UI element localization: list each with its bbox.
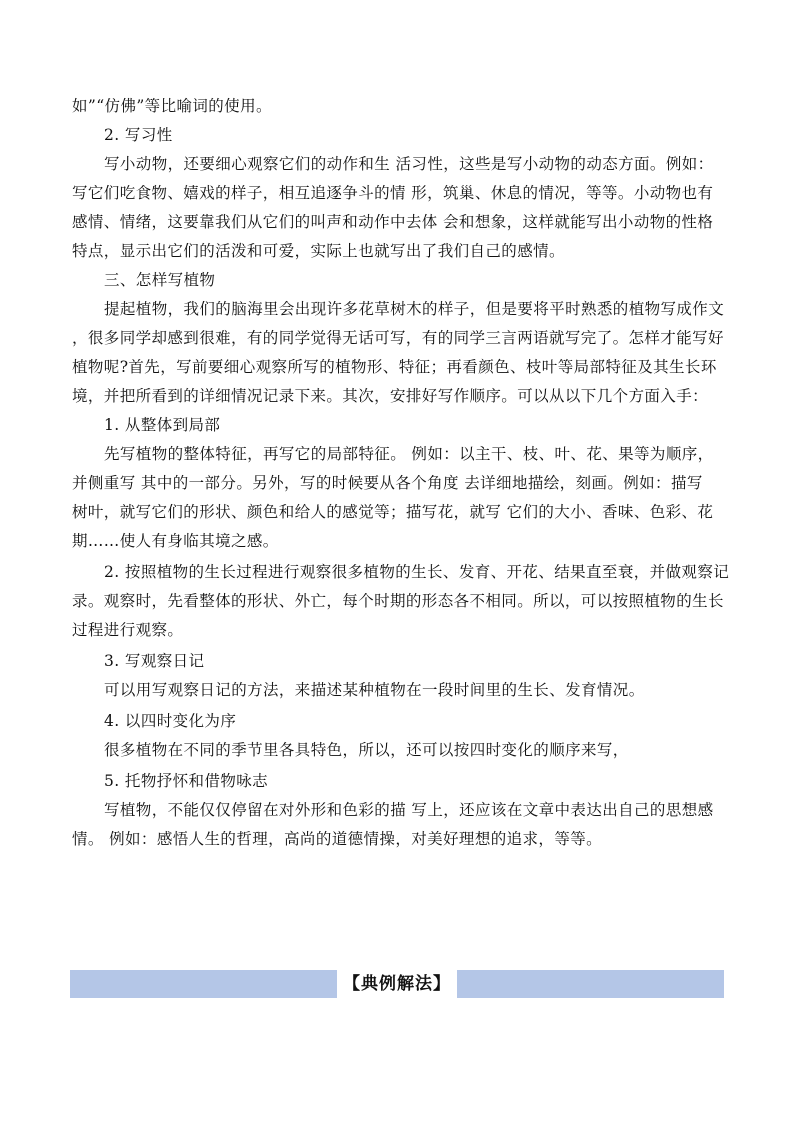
subheading-whole-to-part: 1. 从整体到局部	[104, 416, 221, 434]
paragraph-line: 特点，显示出它们的活泼和可爱，实际上也就写出了我们自己的感情。	[72, 242, 565, 260]
paragraph-line: 情。 例如：感悟人生的哲理，高尚的道德情操，对美好理想的追求，等等。	[72, 830, 603, 848]
subheading-habits: 2. 写习性	[104, 126, 173, 144]
section-heading-plants: 三、怎样写植物	[104, 271, 216, 289]
paragraph-line: 并侧重写 其中的一部分。另外，写的时候要从各个角度 去详细地描绘，刻画。例如：描写	[72, 474, 703, 492]
paragraph-line: 写小动物，还要细心观察它们的动作和生 活习性，这些是写小动物的动态方面。例如：	[104, 155, 714, 173]
paragraph-line: 录。观察时，先看整体的形状、外亡，每个时期的形态各不相同。所以，可以按照植物的生长	[72, 592, 724, 610]
paragraph-line: 过程进行观察。	[72, 621, 184, 639]
paragraph-line: 先写植物的整体特征，再写它的局部特征。 例如：以主干、枝、叶、花、果等为顺序，	[104, 445, 714, 463]
paragraph-line: 提起植物，我们的脑海里会出现许多花草树木的样子，但是要将平时熟悉的植物写成作文	[104, 300, 725, 318]
paragraph-line: 很多植物在不同的季节里各具特色，所以，还可以按四时变化的顺序来写，	[104, 741, 629, 759]
paragraph-line: 境，并把所看到的详细情况记录下来。其次，安排好写作顺序。可以从以下几个方面入手：	[72, 387, 709, 405]
paragraph-line: 感情、情绪，这要靠我们从它们的叫声和动作中去体 会和想象，这样就能写出小动物的性格	[72, 213, 714, 231]
subheading-growth-process: 2. 按照植物的生长过程进行观察很多植物的生长、发育、开花、结果直至衰，并做观察记	[104, 563, 730, 581]
subheading-express-feelings: 5. 托物抒怀和借物咏志	[104, 772, 269, 790]
paragraph-line: 写它们吃食物、嬉戏的样子，相互追逐争斗的情 形，筑巢、休息的情况，等等。小动物也有	[72, 184, 714, 202]
body-text	[72, 92, 730, 854]
subheading-observation-diary: 3. 写观察日记	[104, 652, 205, 670]
paragraph-line: 期……使人有身临其境之感。	[72, 532, 279, 550]
subheading-seasons: 4. 以四时变化为序	[104, 712, 237, 730]
paragraph-line: ，很多同学却感到很难，有的同学觉得无话可写，有的同学三言两语就写完了。怎样才能写好	[72, 329, 724, 347]
paragraph-line: 可以用写观察日记的方法，来描述某种植物在一段时间里的生长、发育情况。	[104, 681, 645, 699]
section-banner	[70, 970, 724, 998]
paragraph-line: 植物呢?首先，写前要细心观察所写的植物形、特征；再看颜色、枝叶等局部特征及其生长环	[72, 358, 717, 376]
paragraph-line: 写植物，不能仅仅停留在对外形和色彩的描 写上，还应该在文章中表达出自己的思想感	[104, 801, 714, 819]
banner-title: 【典例解法】	[337, 970, 457, 998]
paragraph-line: 树叶，就写它们的形状、颜色和给人的感觉等；描写花，就写 它们的大小、香味、色彩、花	[72, 503, 714, 521]
paragraph-line: 如”“仿佛”等比喻词的使用。	[72, 97, 272, 115]
